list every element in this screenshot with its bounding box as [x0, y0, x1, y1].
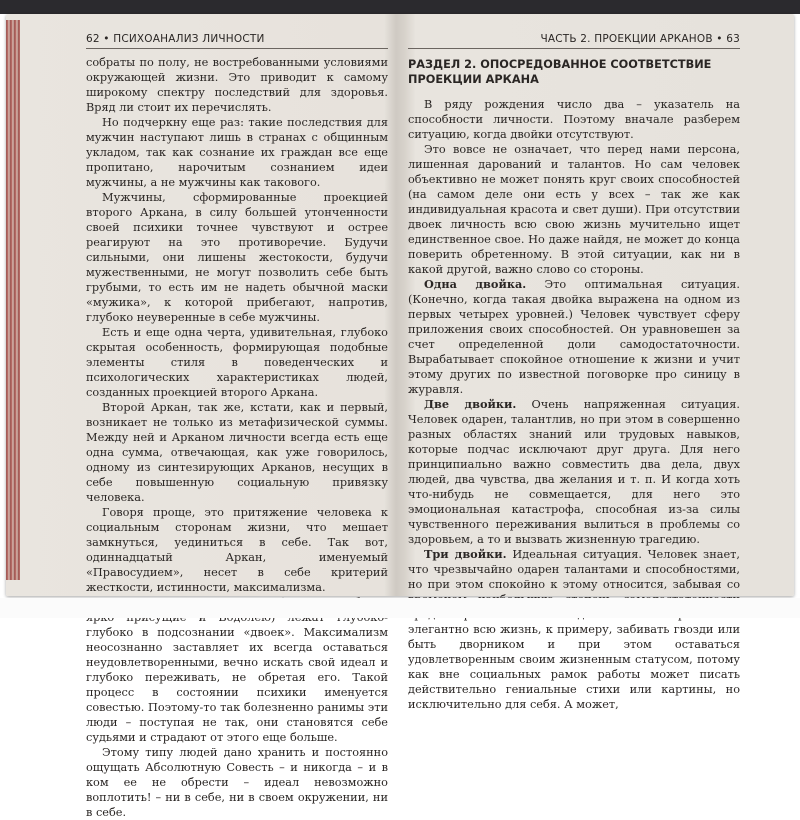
section-title-line-1: РАЗДЕЛ 2. ОПОСРЕДОВАННОЕ СООТВЕТСТВИЕ: [408, 58, 712, 71]
paragraph-text: Идеальная ситуация. Человек знает, что чрезвычайно одарен талантами и способностями, но при этом спокойно к этому относится, забывая со элегантно всю жизнь, к примеру, забивать гвозди или быть дворником и при этом оставаться удовлетворенным своим жизненным статусом, потому как вне социальных рамок работы может писать действительно гениальные стихи или картины, но исключительно для себя. А может,: [408, 548, 741, 711]
left-paragraph-4: Есть и еще одна черта, удивительная, глубоко скрытая особенность, формирующая подобные элементы стиля в поведенческих и психологических характеристиках людей, созданных проекцией второго Аркана.: [86, 326, 388, 399]
left-paragraph-3: Мужчины, сформированные проекцией второго Аркана, в силу большей утонченности своей психики точнее чувствуют и острее реагируют на это противоречие. Будучи сильными, они лишены жестокости, будучи мужественными, не могут позволить себе быть грубыми, то есть им не надеть обычной маски «мужика», к которой прибегают, напротив, глубоко неуверенные в себе мужчины.: [86, 191, 388, 324]
right-running-head: ЧАСТЬ 2. ПРОЕКЦИИ АРКАНОВ • 63: [408, 30, 740, 49]
right-paragraph-4: [408, 397, 740, 547]
right-paragraph-3: [408, 277, 740, 397]
book-page-edges: [6, 20, 20, 580]
section-title-line-2: ПРОЕКЦИИ АРКАНА: [408, 73, 539, 86]
left-paragraph-1: собраты по полу, не востребованными условиями окружающей жизни. Это приводит к самому широкому спектру последствий для здоровья. Вряд ли стоит их перечислять.: [86, 56, 388, 114]
paragraph-text: Очень напряженная ситуация. Человек одарен, талантлив, но при этом в совершенно разных областях знаний или трудовых навыков, которые подчас исключают друг друга. Для него принципиально важно совместить два дела, двух людей, два чувства, два желания и т. п. И когда хоть что-нибудь не совмещается, для него это эмоциональная катастрофа, способная из-за силы чувственного переживания вылиться в проблемы со здоровьем, а то и вызвать жизненную трагедию.: [408, 398, 740, 546]
paragraph-lead: Три двойки.: [424, 547, 507, 561]
right-paragraph-1: [408, 97, 740, 142]
left-paragraph-6: Говоря проще, это притяжение человека к социальным сторонам жизни, что мешает замкнуться, уединиться в себе. Так вот, одиннадцатый Аркан, именуемый «Правосудием», несет в себе критерий жесткости, истинности, максимализма.: [86, 506, 388, 594]
left-paragraph-2: Но подчеркну еще раз: такие последствия для мужчин наступают лишь в странах с общинным укладом, так как сознание их граждан все еще пропитано, нарочитым сознанием идеи мужчины, а не мужчины как такового.: [86, 116, 388, 189]
scan-background-bottom: [0, 598, 800, 618]
section-title: [408, 57, 740, 87]
paragraph-text: Это оптимальная ситуация. (Конечно, когда такая двойка выражена на одном из первых четырех уровней.) Человек чувствует сферу приложения своих способностей. Он уравновешен за счет определенной доли самодостаточности. Вырабатывает спокойное отношение к жизни и учит этому других по известной поговорке про синицу в журавля.: [408, 278, 740, 396]
scan-background-top: [0, 0, 800, 14]
paragraph-lead: Две двойки.: [424, 397, 517, 411]
paragraph-lead: Одна двойка.: [424, 277, 527, 291]
paragraph-text: Это вовсе не означает, что перед нами персона, лишенная дарований и талантов. Но сам человек объективно не может понять круг своих способностей (на самом деле они есть у всех – так же как индивидуальная красота и свет души). При отсутствии двоек личность всю свою жизнь мучительно ищет единственное свое. Но даже найдя, не может до конца поверить обретенному. В этой ситуации, как ни в какой другой, важно слово со стороны.: [408, 143, 740, 276]
right-body: [408, 97, 740, 712]
paragraph-text: В ряду рождения число два – указатель на способности личности. Поэтому вначале разберем ситуацию, когда двойки отсутствуют.: [408, 98, 740, 141]
right-paragraph-5: [408, 547, 740, 712]
left-running-head: 62 • ПСИХОАНАЛИЗ ЛИЧНОСТИ: [86, 30, 388, 49]
left-paragraph-5: Второй Аркан, так же, кстати, как и первый, возникает не только из метафизической суммы. Между ней и Арканом личности всегда есть еще одна сумма, отвечающая, как уже говорилось, одному из синтезирующих Арканов, несущих в себе повышенную социальную привязку человека.: [86, 401, 388, 504]
left-body: [86, 55, 388, 820]
left-page: [86, 30, 388, 820]
left-paragraph-7: глубоко в подсознании «двоек». Максимализм неосознанно заставляет их всегда оставаться неудовлетворенными, вечно искать свой идеал и глубоко переживать, не обретая его. Такой процесс в состоянии психики именуется совестью. Поэтому-то так болезненно ранимы эти люди – поступая не так, они становятся себе судьями и страдают от этого еще больше.: [86, 626, 388, 744]
left-paragraph-8: Этому типу людей дано хранить и постоянно ощущать Абсолютную Совесть – и никогда – и в ком ее не обрести – идеал невозможно воплотить! – ни в себе, ни в своем окружении, ни в себе.: [86, 746, 388, 819]
right-paragraph-2: [408, 142, 740, 277]
